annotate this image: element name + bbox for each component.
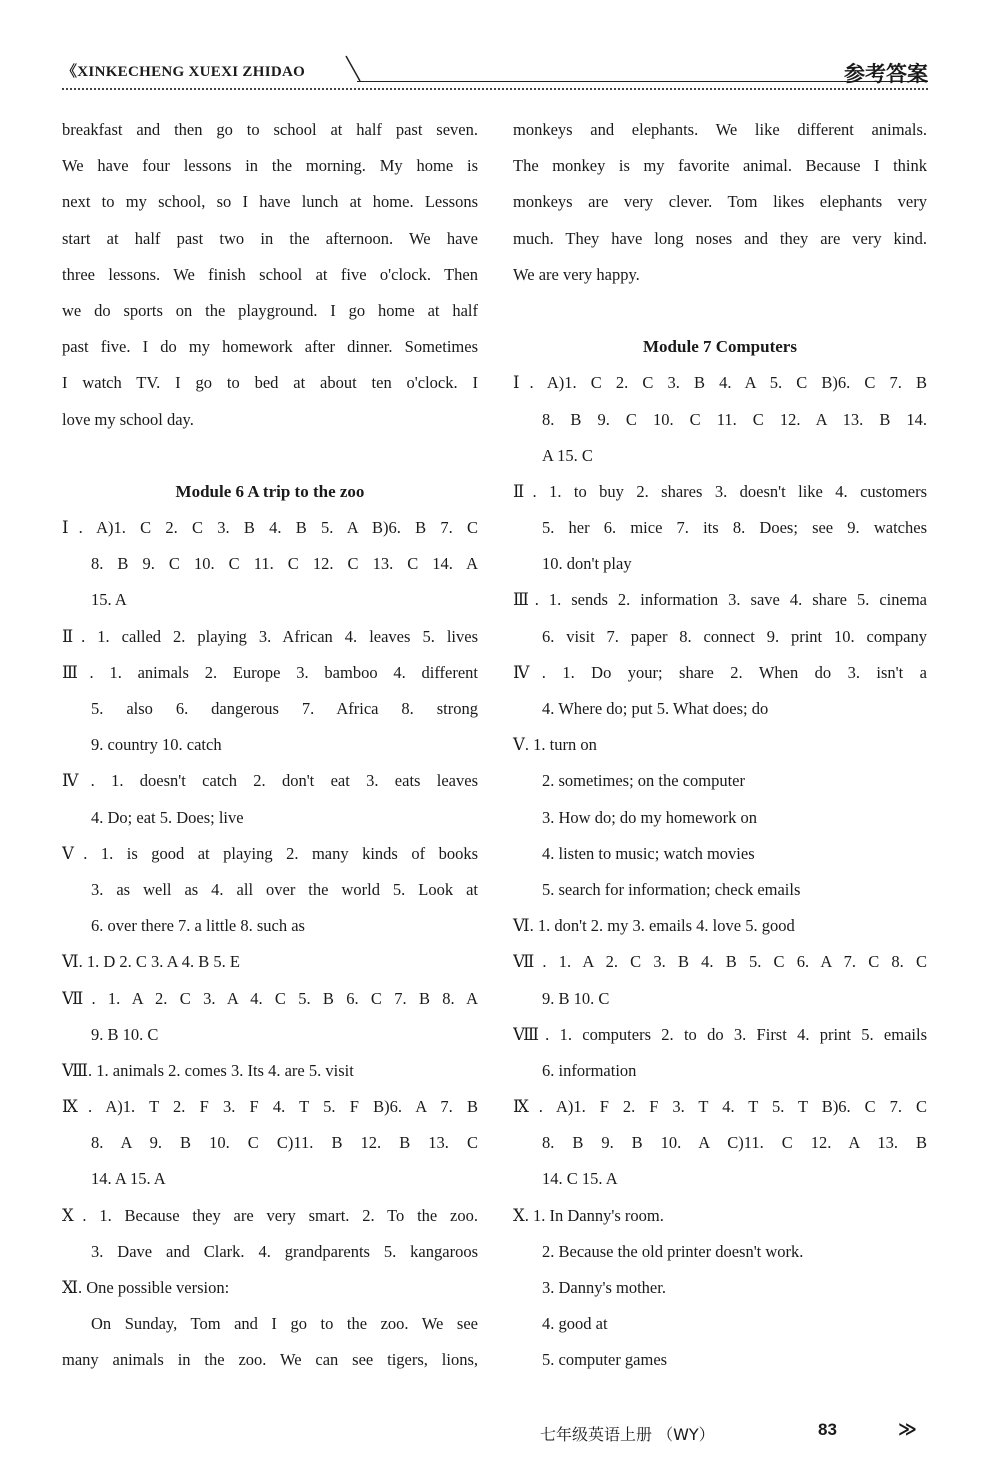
text-line: Ⅶ. 1. A 2. C 3. B 4. B 5. C 6. A 7. C 8. C <box>513 952 927 972</box>
text-line: A 15. C <box>542 445 593 465</box>
text-line: Ⅳ. 1. doesn't catch 2. don't eat 3. eats leaves <box>62 771 478 791</box>
text-line: 10. don't play <box>542 554 632 574</box>
text-line: 4. Where do; put 5. What does; do <box>542 699 769 718</box>
text-line: Ⅵ. 1. D 2. C 3. A 4. B 5. E <box>62 952 240 972</box>
text-line: The monkey is my favorite animal. Because I think <box>513 156 927 176</box>
text-line: Ⅸ. A)1. T 2. F 3. F 4. T 5. F B)6. A 7. B <box>62 1097 478 1117</box>
text-line: 8. A 9. B 10. C C)11. B 12. B 13. C <box>91 1133 478 1153</box>
text-line: 5. her 6. mice 7. its 8. Does; see 9. watches <box>542 518 927 538</box>
text-line: 3. Dave and Clark. 4. grandparents 5. kangaroos <box>91 1241 478 1261</box>
text-line: Ⅶ. 1. A 2. C 3. A 4. C 5. B 6. C 7. B 8. A <box>62 988 478 1008</box>
text-line: start at half past two in the afternoon. We have <box>62 228 478 248</box>
text-line: Ⅵ. 1. don't 2. my 3. emails 4. love 5. good <box>513 916 795 936</box>
text-line: I watch TV. I go to bed at about ten o'clock. I <box>62 373 478 393</box>
text-line: past five. I do my homework after dinner. Sometimes <box>62 337 478 357</box>
header-slant-rule <box>304 54 364 82</box>
text-line: 15. A <box>91 590 127 610</box>
text-line: Ⅰ. A)1. C 2. C 3. B 4. B 5. A B)6. B 7. C <box>62 518 478 538</box>
header-rule <box>357 81 928 82</box>
left-column <box>62 112 478 1379</box>
text-line: 2. sometimes; on the computer <box>542 771 746 791</box>
text-line: Ⅸ. A)1. F 2. F 3. T 4. T 5. T B)6. C 7. C <box>513 1097 927 1117</box>
text-line: Ⅹ. 1. Because they are very smart. 2. To the zoo. <box>62 1205 478 1225</box>
text-line: 4. listen to music; watch movies <box>542 843 755 863</box>
text-line: 9. B 10. C <box>542 988 610 1008</box>
text-line: Ⅱ. 1. called 2. playing 3. African 4. leaves 5. lives <box>62 626 478 646</box>
module-heading: Module 7 Computers <box>643 337 797 357</box>
text-line: Ⅴ. 1. is good at playing 2. many kinds of books <box>62 843 478 863</box>
text-line: Ⅷ. 1. animals 2. comes 3. Its 4. are 5. visit <box>62 1060 354 1080</box>
text-line: We are very happy. <box>513 264 640 284</box>
text-line: much. They have long noses and they are very kind. <box>513 228 927 248</box>
text-line: 3. How do; do my homework on <box>542 807 757 827</box>
spacer <box>62 438 478 474</box>
text-line: monkeys and elephants. We like different animals. <box>513 120 927 139</box>
text-line: monkeys are very clever. Tom likes elephants very <box>513 192 927 212</box>
text-line: 14. C 15. A <box>542 1169 618 1189</box>
text-line: Ⅳ. 1. Do your; share 2. When do 3. isn't a <box>513 662 927 682</box>
module-heading: Module 6 A trip to the zoo <box>175 481 365 501</box>
text-line: 6. over there 7. a little 8. such as <box>91 916 305 936</box>
text-line: Ⅷ. 1. computers 2. to do 3. First 4. print 5. emails <box>513 1024 927 1044</box>
text-line: 5. computer games <box>542 1350 668 1370</box>
text-line: 5. search for information; check emails <box>542 879 801 899</box>
text-line: 8. B 9. C 10. C 11. C 12. A 13. B 14. <box>542 409 927 429</box>
text-line: Ⅺ. One possible version: <box>62 1278 230 1297</box>
series-title: 《XINKECHENG XUEXI ZHIDAO <box>62 64 306 80</box>
text-line: On Sunday, Tom and I go to the zoo. We see <box>91 1314 478 1334</box>
running-header <box>62 52 928 92</box>
text-line: 3. as well as 4. all over the world 5. Look at <box>91 879 478 899</box>
text-line: 3. Danny's mother. <box>542 1278 666 1297</box>
text-line: 4. good at <box>542 1314 608 1334</box>
text-line: Ⅹ. 1. In Danny's room. <box>513 1205 664 1225</box>
next-page-arrows-icon: ≫ <box>898 1419 917 1440</box>
section-title: 参考答案 <box>844 62 928 86</box>
text-line: Ⅲ. 1. animals 2. Europe 3. bamboo 4. different <box>62 662 478 682</box>
book-title: 七年级英语上册 （WY） <box>540 1425 715 1444</box>
text-line: Ⅴ. 1. turn on <box>513 735 597 755</box>
text-line: love my school day. <box>62 409 194 429</box>
page-number: 83 <box>818 1420 837 1439</box>
text-line: 4. Do; eat 5. Does; live <box>91 807 244 827</box>
text-line: 9. country 10. catch <box>91 735 222 755</box>
spacer <box>513 293 927 329</box>
text-line: Ⅰ. A)1. C 2. C 3. B 4. A 5. C B)6. C 7. B <box>513 373 927 393</box>
text-line: We have four lessons in the morning. My home is <box>62 156 478 176</box>
header-dotted-rule <box>62 88 928 90</box>
text-line: Ⅱ. 1. to buy 2. shares 3. doesn't like 4. customers <box>513 481 927 501</box>
text-line: 8. B 9. B 10. A C)11. C 12. A 13. B <box>542 1133 927 1153</box>
text-line: 5. also 6. dangerous 7. Africa 8. strong <box>91 699 478 718</box>
text-line: next to my school, so I have lunch at home. Lessons <box>62 192 478 212</box>
text-line: we do sports on the playground. I go home at half <box>62 300 478 320</box>
text-line: 2. Because the old printer doesn't work. <box>542 1241 804 1261</box>
text-line: 6. information <box>542 1060 637 1080</box>
text-line: 9. B 10. C <box>91 1024 159 1044</box>
text-line: three lessons. We finish school at five o'clock. Then <box>62 264 478 284</box>
text-line: 8. B 9. C 10. C 11. C 12. C 13. C 14. A <box>91 554 478 574</box>
text-line: 6. visit 7. paper 8. connect 9. print 10. company <box>542 626 927 646</box>
right-column <box>513 112 927 1379</box>
text-line: breakfast and then go to school at half past seven. <box>62 120 478 139</box>
text-line: 14. A 15. A <box>91 1169 166 1189</box>
text-line: Ⅲ. 1. sends 2. information 3. save 4. share 5. cinema <box>513 590 927 610</box>
text-line: many animals in the zoo. We can see tigers, lions, <box>62 1350 478 1370</box>
